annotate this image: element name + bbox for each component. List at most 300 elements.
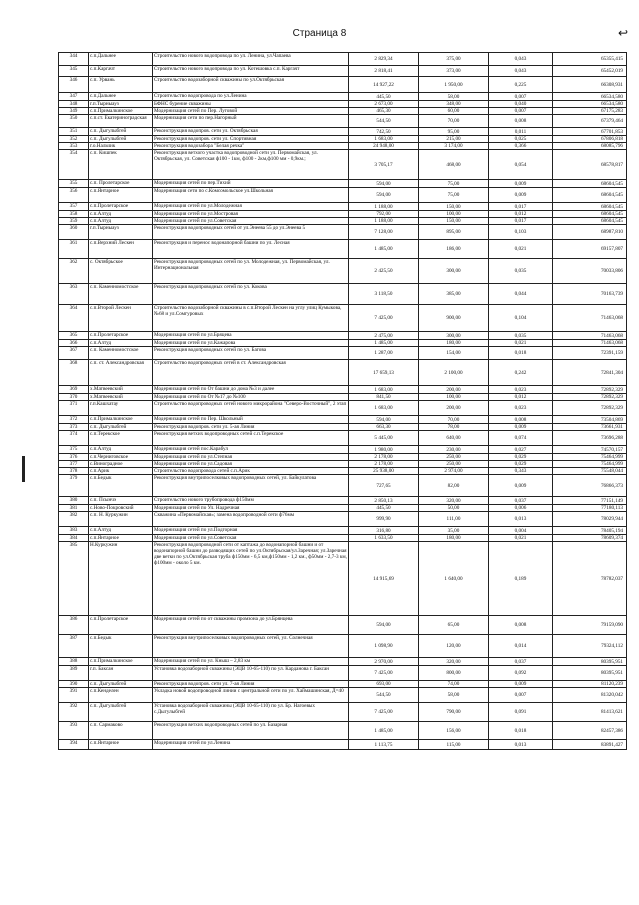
row-cost: 1 188,00 (349, 203, 419, 211)
table-row (59, 703, 627, 722)
row-work-description: Строительство нового водопровода по ул. Ленина, ул.Чапаева (153, 53, 349, 66)
table-row (59, 211, 627, 218)
row-settlement: с.п.Янтарное (89, 188, 153, 203)
row-settlement: г.п.Кашхатау (89, 401, 153, 416)
row-cost: 5 445,00 (349, 431, 419, 446)
row-ratio: 0,012 (489, 211, 553, 218)
row-ratio: 0,007 (489, 688, 553, 703)
row-settlement: с.п.Прималкинское (89, 108, 153, 115)
row-total: 66308,931 (553, 77, 627, 93)
row-number: 373 (59, 424, 89, 431)
row-total: 82457,386 (553, 722, 627, 740)
row-cost: 3 118,50 (349, 284, 419, 305)
row-cost: 25 938,00 (349, 468, 419, 475)
row-number: 357 (59, 203, 89, 211)
row-settlement: г.п.Тырныауз (89, 225, 153, 240)
row-work-description: Модернизация сетей по ул.Ленина (153, 740, 349, 750)
row-ratio: 0,021 (489, 535, 553, 542)
row-cost: 1 485,00 (349, 240, 419, 259)
row-number: 392 (59, 703, 89, 722)
table-row (59, 240, 627, 259)
table-row (59, 386, 627, 394)
table-row (59, 688, 627, 703)
table-row (59, 431, 627, 446)
row-length: 800,00 (419, 666, 489, 681)
row-cost: 14 915,69 (349, 542, 419, 616)
row-settlement: с.п.Кенделен (89, 688, 153, 703)
row-cost: 1 098,90 (349, 635, 419, 658)
row-number: 355 (59, 180, 89, 188)
row-cost: 7 425,00 (349, 305, 419, 332)
row-settlement: с.п. Каменномостское (89, 284, 153, 305)
row-length: 3 174,00 (419, 143, 489, 150)
row-total: 79159,090 (553, 616, 627, 635)
row-work-description: Модернизация сетей по ул.Кажарова (153, 340, 349, 347)
row-total: 80395,951 (553, 666, 627, 681)
row-total: 74570,157 (553, 446, 627, 454)
row-total: 72892,329 (553, 386, 627, 394)
document-table (58, 52, 627, 750)
row-work-description: Модернизация сетей по ул.Бряцева (153, 332, 349, 340)
row-total: 81320,042 (553, 688, 627, 703)
row-cost: 445,50 (349, 505, 419, 512)
row-ratio: 0,037 (489, 497, 553, 505)
row-length: 200,00 (419, 401, 489, 416)
table-row (59, 284, 627, 305)
row-ratio: 0,189 (489, 542, 553, 616)
row-total: 78609,374 (553, 535, 627, 542)
row-length: 320,00 (419, 658, 489, 666)
row-ratio: 0,104 (489, 305, 553, 332)
row-total: 81120,239 (553, 681, 627, 688)
table-row (59, 332, 627, 340)
row-ratio: 0,008 (489, 115, 553, 128)
row-total: 72892,329 (553, 401, 627, 416)
row-ratio: 0,035 (489, 259, 553, 284)
row-work-description: Укладка новой водопроводной линии с центральной сети по ул. Хаймашинская, Д=40 (153, 688, 349, 703)
row-settlement: х.Матвеевский (89, 386, 153, 394)
row-total: 78405,194 (553, 527, 627, 535)
row-work-description: Модернизация сетей по ул.Молодежная (153, 203, 349, 211)
row-ratio: 0,092 (489, 666, 553, 681)
table-row (59, 740, 627, 750)
row-cost: 2 818,41 (349, 66, 419, 77)
row-cost: 841,50 (349, 394, 419, 401)
row-length: 35,00 (419, 527, 489, 535)
table-row (59, 666, 627, 681)
row-length: 150,00 (419, 218, 489, 225)
table-row (59, 128, 627, 136)
row-settlement: с.п. Каменномостское (89, 347, 153, 360)
row-work-description: Установка водозаборной скважины (ЭЦВ 10-65-110) по ул. Карданова г. Баксан (153, 666, 349, 681)
table-row (59, 225, 627, 240)
table-row (59, 394, 627, 401)
row-number: 381 (59, 505, 89, 512)
row-settlement: с.п.Второй Лескен (89, 305, 153, 332)
row-ratio: 0,018 (489, 347, 553, 360)
row-ratio: 0,008 (489, 616, 553, 635)
row-cost: 1 683,00 (349, 401, 419, 416)
row-ratio: 0,025 (489, 136, 553, 143)
table-row (59, 527, 627, 535)
row-ratio: 0,009 (489, 180, 553, 188)
row-ratio: 0,103 (489, 225, 553, 240)
table-row (59, 424, 627, 431)
row-length: 385,00 (419, 284, 489, 305)
row-ratio: 0,023 (489, 386, 553, 394)
row-settlement: с.п. Н. Куркужин (89, 512, 153, 527)
row-length: 348,00 (419, 101, 489, 108)
row-length: 75,00 (419, 188, 489, 203)
row-work-description: Реконструкция водопров. сети ул. Спортивная (153, 136, 349, 143)
row-work-description: Реконструкция водопроводной сети от каптажа до водонапорной башни и от водонапорной башни до разводящих сетей по ул.Октябрьская/ул.Заречная; ул.Заречная две ветки по ул.Октябрьская труба ф150мм - 6,5 км,ф150мм - 1,2 км., ф50мм - 2,7-3 км, ф100мм - около 5 км. (153, 542, 349, 616)
row-length: 300,00 (419, 259, 489, 284)
row-length: 58,00 (419, 688, 489, 703)
row-work-description: Скважина «Первомайская»; замена водопроводной сети ф76мм (153, 512, 349, 527)
row-total: 72391,159 (553, 347, 627, 360)
table-row (59, 53, 627, 66)
row-length: 200,00 (419, 386, 489, 394)
row-ratio: 0,074 (489, 431, 553, 446)
row-settlement: с.п.Прималкинское (89, 658, 153, 666)
table-row (59, 542, 627, 616)
row-work-description: Модернизация сетей по От башни до дома №3 и далее (153, 386, 349, 394)
row-number: 346 (59, 77, 89, 93)
row-number: 393 (59, 722, 89, 740)
table-row (59, 505, 627, 512)
row-work-description: Строительство водопроводных сетей нового микрорайона "Северо-Восточный", 2 этап (153, 401, 349, 416)
row-total: 72841,304 (553, 360, 627, 386)
row-number: 369 (59, 386, 89, 394)
row-number: 367 (59, 347, 89, 360)
row-work-description: Модернизация сетей по ул.Подгорная (153, 527, 349, 535)
row-settlement: с. Октябрьское (89, 259, 153, 284)
row-settlement: с.п.Алтуд (89, 446, 153, 454)
table-row (59, 722, 627, 740)
table-row (59, 535, 627, 542)
row-length: 78,00 (419, 424, 489, 431)
row-ratio: 0,008 (489, 416, 553, 424)
row-total: 71463,068 (553, 305, 627, 332)
row-cost: 594,00 (349, 188, 419, 203)
row-ratio: 0,011 (489, 128, 553, 136)
row-total: 70033,806 (553, 259, 627, 284)
row-number: 377 (59, 461, 89, 468)
row-total: 69157,807 (553, 240, 627, 259)
row-total: 78782,037 (553, 542, 627, 616)
table-row (59, 218, 627, 225)
row-number: 383 (59, 527, 89, 535)
row-length: 65,00 (419, 616, 489, 635)
row-number: 378 (59, 468, 89, 475)
row-ratio: 0,009 (489, 475, 553, 497)
row-length: 74,00 (419, 681, 489, 688)
row-cost: 24 948,00 (349, 143, 419, 150)
row-total: 76866,373 (553, 475, 627, 497)
row-work-description: Строительство водопровода сетей с.п.Арик (153, 468, 349, 475)
row-number: 347 (59, 93, 89, 101)
row-settlement: с.п.Алтуд (89, 218, 153, 225)
row-number: 368 (59, 360, 89, 386)
row-ratio: 0,014 (489, 635, 553, 658)
row-total: 71463,068 (553, 340, 627, 347)
row-length: 156,00 (419, 722, 489, 740)
row-length: 58,00 (419, 93, 489, 101)
row-cost: 2 178,00 (349, 461, 419, 468)
row-total: 68604,545 (553, 188, 627, 203)
row-length: 111,00 (419, 512, 489, 527)
row-number: 376 (59, 454, 89, 461)
row-settlement: с.п.Верхний Лескен (89, 240, 153, 259)
table-row (59, 136, 627, 143)
row-cost: 465,30 (349, 108, 419, 115)
table-row (59, 108, 627, 115)
row-ratio: 0,017 (489, 218, 553, 225)
row-cost: 14 927,22 (349, 77, 419, 93)
row-number: 365 (59, 332, 89, 340)
row-length: 186,00 (419, 240, 489, 259)
row-ratio: 0,023 (489, 401, 553, 416)
row-length: 115,00 (419, 740, 489, 750)
row-settlement: с.п.Терекское (89, 431, 153, 446)
row-work-description: Модернизация сетей по Ул. Надречная (153, 505, 349, 512)
row-cost: 2 178,00 (349, 454, 419, 461)
row-number: 372 (59, 416, 89, 424)
row-number: 371 (59, 401, 89, 416)
row-cost: 2 475,00 (349, 332, 419, 340)
row-number: 374 (59, 431, 89, 446)
row-length: 2 974,00 (419, 468, 489, 475)
table-row (59, 101, 627, 108)
row-ratio: 0,043 (489, 66, 553, 77)
table-row (59, 635, 627, 658)
row-cost: 2 850,13 (349, 497, 419, 505)
table-row (59, 188, 627, 203)
row-cost: 1 485,00 (349, 340, 419, 347)
row-work-description: Реконструкция ветхих водопроводных сетей с.п.Терекское (153, 431, 349, 446)
row-cost: 693,00 (349, 681, 419, 688)
row-length: 1 640,00 (419, 542, 489, 616)
table-row (59, 360, 627, 386)
row-cost: 1 113,75 (349, 740, 419, 750)
table-row (59, 475, 627, 497)
page-title: Страница 8 (292, 28, 347, 39)
row-settlement: с.п.Дальнее (89, 53, 153, 66)
row-number: 360 (59, 225, 89, 240)
row-cost: 1 683,00 (349, 136, 419, 143)
row-work-description: Реконструкция водопроводных сетей по ул. Кокова (153, 284, 349, 305)
row-work-description: Модернизация сетей по Пер. Школьный (153, 416, 349, 424)
row-work-description: Реконструкция водопроводных сетей от ул.Энеева 55 до ул.Энеева 5 (153, 225, 349, 240)
row-ratio: 0,007 (489, 108, 553, 115)
table-row (59, 446, 627, 454)
row-cost: 7 425,00 (349, 666, 419, 681)
row-work-description: Реконструкция водозабора "Белая речка" (153, 143, 349, 150)
row-length: 320,00 (419, 497, 489, 505)
row-total: 70163,739 (553, 284, 627, 305)
row-cost: 999,90 (349, 512, 419, 527)
row-settlement: с.п.Прималкинское (89, 416, 153, 424)
row-work-description: Модернизация сети по пер.Нагорный (153, 115, 349, 128)
row-settlement: с.п.Пролетарское (89, 616, 153, 635)
row-number: 394 (59, 740, 89, 750)
row-settlement: с.п. Дыгулыбгей (89, 128, 153, 136)
table-row (59, 340, 627, 347)
row-total: 75464,999 (553, 461, 627, 468)
row-ratio: 0,018 (489, 722, 553, 740)
row-settlement: с.п.Черниговское (89, 454, 153, 461)
row-number: 385 (59, 542, 89, 616)
row-total: 75548,044 (553, 468, 627, 475)
row-ratio: 0,029 (489, 454, 553, 461)
table-row (59, 512, 627, 527)
row-number: 375 (59, 446, 89, 454)
row-settlement: с.п.Алтуд (89, 340, 153, 347)
row-total: 66534,580 (553, 101, 627, 108)
row-total: 83891,427 (553, 740, 627, 750)
row-number: 370 (59, 394, 89, 401)
row-ratio: 0,054 (489, 150, 553, 180)
row-cost: 2 970,00 (349, 658, 419, 666)
row-settlement: с.п.Алтуд (89, 211, 153, 218)
row-cost: 1 980,00 (349, 446, 419, 454)
row-work-description: Модернизация сетей по ул.Советская (153, 535, 349, 542)
row-length: 1 950,00 (419, 77, 489, 93)
row-settlement: с.п. Кишпек (89, 150, 153, 180)
row-number: 352 (59, 136, 89, 143)
row-total: 68604,545 (553, 218, 627, 225)
row-cost: 727,65 (349, 475, 419, 497)
row-work-description: Строительство водопроводных сетей в ст. Александровская (153, 360, 349, 386)
row-cost: 316,80 (349, 527, 419, 535)
row-total: 72892,329 (553, 394, 627, 401)
row-work-description: Строительство нового трубопровода ф150мм (153, 497, 349, 505)
row-work-description: Модернизация сетей по От №17 до №100 (153, 394, 349, 401)
row-work-description: Строительство водопровода по ул.Ленина (153, 93, 349, 101)
table-row (59, 305, 627, 332)
row-ratio: 0,029 (489, 461, 553, 468)
row-work-description: Реконструкция внутрипоселковых водопроводных сетей, ул. Солнечная (153, 635, 349, 658)
row-work-description: Реконструкция ветхого участка водопроводной сети ул. Первомайская, ул. Октябрьская, ул. Советская ф100 - 1км, ф100 - 2км,ф100 мм - 0,9км.; (153, 150, 349, 180)
row-number: 359 (59, 218, 89, 225)
row-cost: 663,30 (349, 424, 419, 431)
row-work-description: Модернизация сетей по от скважины промзона до ул.Брянцева (153, 616, 349, 635)
row-number: 361 (59, 240, 89, 259)
row-number: 364 (59, 305, 89, 332)
row-work-description: Реконструкция водопроводных сетей по ул. Багова (153, 347, 349, 360)
row-number: 351 (59, 128, 89, 136)
row-length: 70,00 (419, 416, 489, 424)
row-work-description: БФНС бурение скважины (153, 101, 349, 108)
row-cost: 1 683,00 (349, 386, 419, 394)
row-cost: 17 659,13 (349, 360, 419, 386)
row-number: 362 (59, 259, 89, 284)
row-number: 366 (59, 340, 89, 347)
row-settlement: с.п. Дыгулыбгей (89, 136, 153, 143)
row-total: 77151,149 (553, 497, 627, 505)
row-work-description: Установка водозаборной скважины (ЭЦВ 10-65-110) по ул. Бр. Нагоевых с.Дыгулыбгей (153, 703, 349, 722)
row-number: 353 (59, 143, 89, 150)
row-length: 154,00 (419, 347, 489, 360)
row-settlement: г.о.Нальчик (89, 143, 153, 150)
row-ratio: 0,225 (489, 77, 553, 93)
row-total: 68604,545 (553, 180, 627, 188)
row-cost: 594,00 (349, 616, 419, 635)
row-settlement: с.п. ст. Александровская (89, 360, 153, 386)
table-row (59, 259, 627, 284)
row-settlement: с.п. Урвань (89, 77, 153, 93)
row-cost: 544,50 (349, 688, 419, 703)
row-cost: 792,00 (349, 211, 419, 218)
table-row (59, 93, 627, 101)
table-row (59, 416, 627, 424)
row-ratio: 0,007 (489, 93, 553, 101)
table-row (59, 115, 627, 128)
row-total: 78029,944 (553, 512, 627, 527)
row-number: 345 (59, 66, 89, 77)
row-total: 73661,931 (553, 424, 627, 431)
row-work-description: Модернизация сетей по ул.Мостровая (153, 211, 349, 218)
row-total: 71463,068 (553, 332, 627, 340)
row-settlement: с.п.ст. Екатериноградская (89, 115, 153, 128)
row-ratio: 0,021 (489, 240, 553, 259)
row-settlement: г.п.Тырныауз (89, 101, 153, 108)
row-length: 180,00 (419, 340, 489, 347)
row-length: 900,00 (419, 305, 489, 332)
row-number: 363 (59, 284, 89, 305)
row-length: 75,00 (419, 180, 489, 188)
row-length: 60,00 (419, 108, 489, 115)
row-length: 215,00 (419, 136, 489, 143)
row-total: 68604,545 (553, 211, 627, 218)
row-work-description: Реконструкция и перенос водонапорной башни по ул. Лесная (153, 240, 349, 259)
row-number: 358 (59, 211, 89, 218)
row-total: 79324,112 (553, 635, 627, 658)
row-cost: 594,00 (349, 180, 419, 188)
row-length: 2 100,00 (419, 360, 489, 386)
row-ratio: 0,009 (489, 681, 553, 688)
row-total: 75464,999 (553, 454, 627, 461)
row-settlement: с.п. Псынчэ (89, 497, 153, 505)
row-number: 386 (59, 616, 89, 635)
row-cost: 7 425,00 (349, 703, 419, 722)
row-settlement: с.п.Каргачт (89, 66, 153, 77)
row-work-description: Модернизация сетей по пер.Тихий (153, 180, 349, 188)
scan-artifact-bar (22, 456, 25, 482)
table-row (59, 401, 627, 416)
row-number: 379 (59, 475, 89, 497)
table-row (59, 497, 627, 505)
row-length: 895,00 (419, 225, 489, 240)
row-ratio: 0,037 (489, 658, 553, 666)
row-total: 68578,817 (553, 150, 627, 180)
row-work-description: Модернизация сетей по Пер. Луговой (153, 108, 349, 115)
row-settlement: с.п.Бедык (89, 475, 153, 497)
row-work-description: Модернизация сетей по ул. Кныш – 2,83 км (153, 658, 349, 666)
row-cost: 445,50 (349, 93, 419, 101)
row-total: 65452,019 (553, 66, 627, 77)
row-length: 790,00 (419, 703, 489, 722)
row-settlement: г.п. Баксан (89, 666, 153, 681)
row-work-description: Реконструкция водопроводных сетей по ул. Молодежная, ул. Первомайская, ул. Интернациональная (153, 259, 349, 284)
row-number: 344 (59, 53, 89, 66)
row-settlement: с.п.Бедык (89, 635, 153, 658)
row-ratio: 0,366 (489, 143, 553, 150)
row-ratio: 0,035 (489, 332, 553, 340)
row-total: 77180,113 (553, 505, 627, 512)
table-row (59, 150, 627, 180)
row-ratio: 0,091 (489, 703, 553, 722)
